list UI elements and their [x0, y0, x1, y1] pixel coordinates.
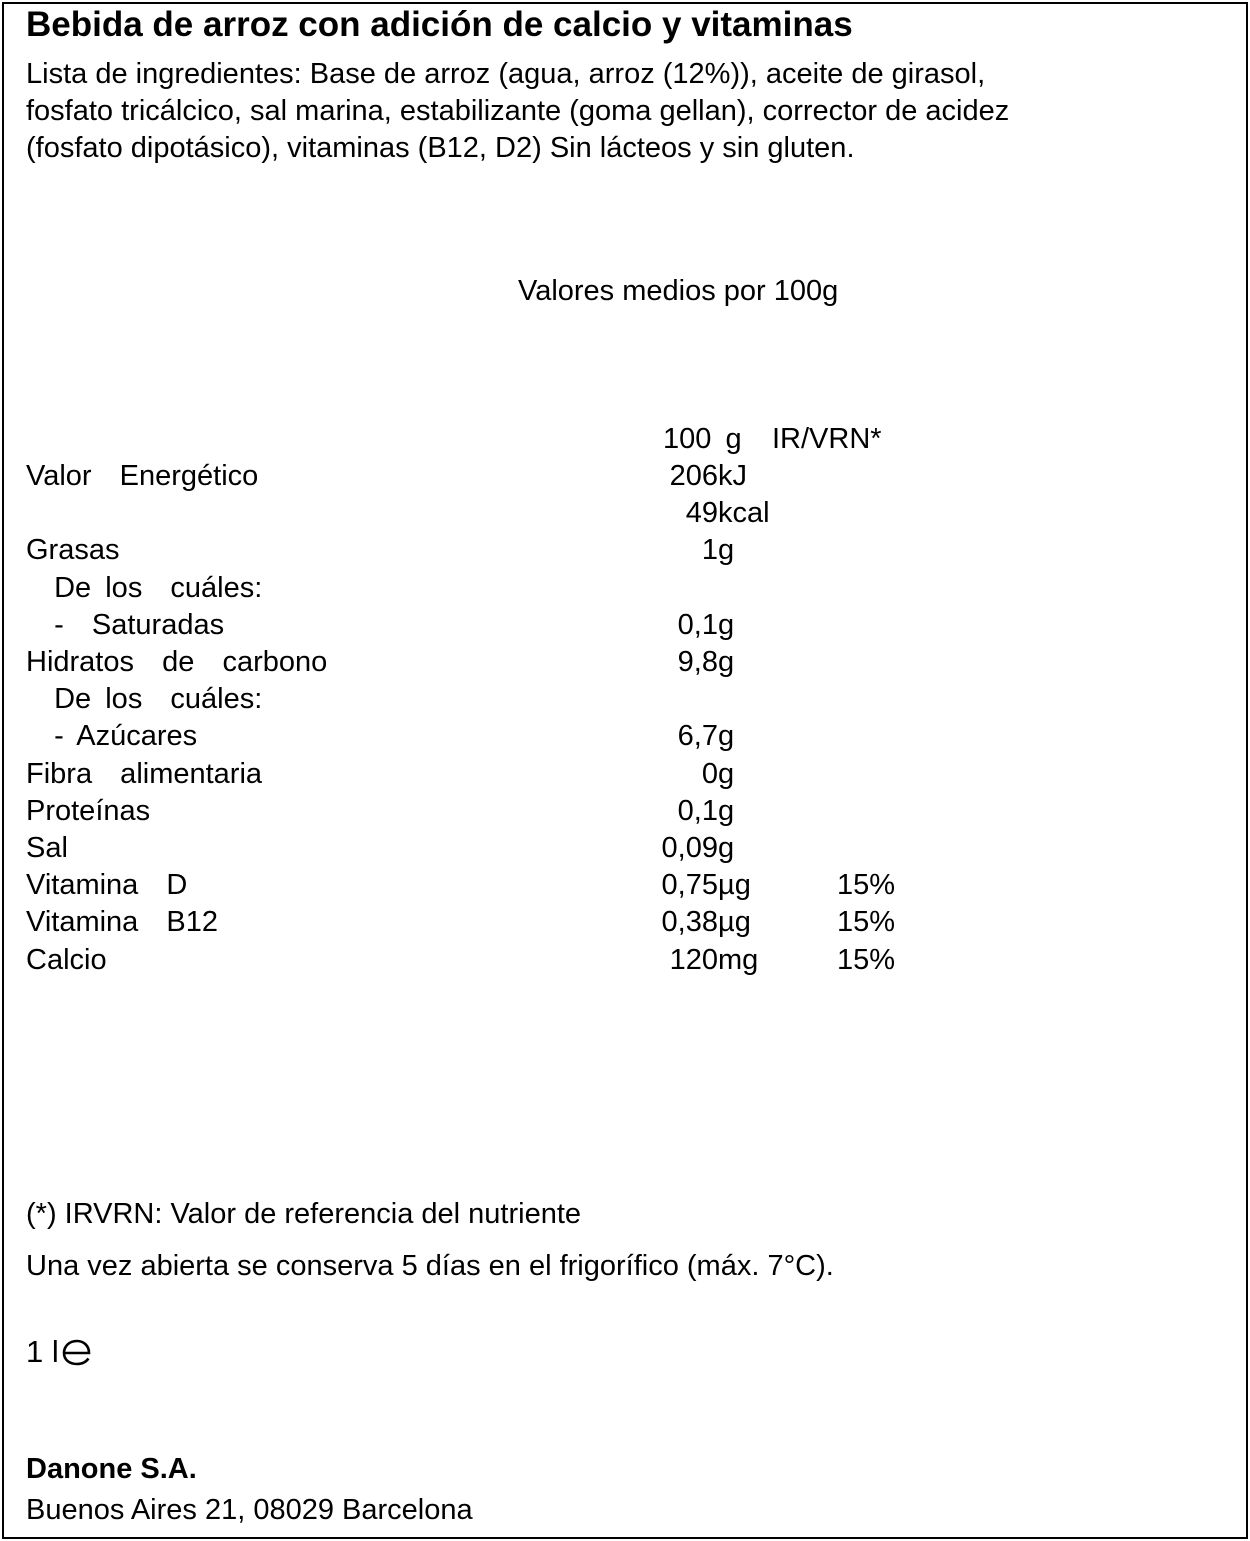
- nutrition-subtitle: Valores medios por 100g: [518, 275, 839, 307]
- nutrient-value: 0: [701, 758, 718, 790]
- nutrient-unit: g: [718, 534, 735, 566]
- nutrient-name: Hidratos de carbono: [26, 646, 328, 678]
- nutrient-name: Sal: [26, 832, 68, 864]
- nutrient-name: Vitamina D: [26, 869, 188, 901]
- nutrient-value: 120: [669, 944, 718, 976]
- footnote: (*) IRVRN: Valor de referencia del nutriente: [26, 1198, 582, 1230]
- nutrient-unit: kcal: [718, 497, 770, 529]
- nutrient-name: Fibra alimentaria: [26, 758, 263, 790]
- nutrient-unit: g: [718, 646, 735, 678]
- ingredients-line: fosfato tricálcico, sal marina, estabilizante (goma gellan), corrector de acidez: [26, 95, 1010, 127]
- storage-instructions: Una vez abierta se conserva 5 días en el frigorífico (máx. 7°C).: [26, 1250, 834, 1282]
- nutrient-unit: mg: [718, 944, 759, 976]
- nutrient-value: 1: [701, 534, 718, 566]
- nutrient-name: De los cuáles:: [26, 683, 263, 715]
- nutrient-ir-percent: 15%: [836, 906, 895, 938]
- nutrient-value: 0,1: [677, 795, 718, 827]
- column-header-ir-vrn: IR/VRN*: [772, 423, 882, 455]
- nutrient-name: - Saturadas: [26, 609, 225, 641]
- nutrient-unit: g: [718, 832, 735, 864]
- net-volume: [26, 1332, 93, 1372]
- company-name: Danone S.A.: [26, 1453, 197, 1485]
- nutrient-name: Valor Energético: [26, 460, 259, 492]
- nutrient-value: 9,8: [677, 646, 718, 678]
- column-header-100g: 100 g: [663, 423, 742, 455]
- nutrient-ir-percent: 15%: [836, 869, 895, 901]
- ingredients-line: (fosfato dipotásico), vitaminas (B12, D2) Sin lácteos y sin gluten.: [26, 132, 855, 164]
- nutrient-value: 0,75: [661, 869, 718, 901]
- estimated-e-mark-icon: [61, 1337, 93, 1367]
- volume-text: 1 l: [26, 1334, 59, 1369]
- nutrient-value: 6,7: [677, 720, 718, 752]
- nutrient-unit: g: [718, 720, 735, 752]
- nutrient-name: Grasas: [26, 534, 120, 566]
- nutrient-value: 0,1: [677, 609, 718, 641]
- nutrient-value: 0,38: [661, 906, 718, 938]
- product-title: Bebida de arroz con adición de calcio y vitaminas: [26, 5, 853, 44]
- nutrient-unit: µg: [718, 906, 751, 938]
- nutrient-unit: kJ: [718, 460, 747, 492]
- nutrient-name: Proteínas: [26, 795, 151, 827]
- nutrient-unit: g: [718, 795, 735, 827]
- nutrient-name: Calcio: [26, 944, 107, 976]
- ingredients-line: Lista de ingredientes: Base de arroz (agua, arroz (12%)), aceite de girasol,: [26, 58, 986, 90]
- nutrient-name: - Azúcares: [26, 720, 198, 752]
- nutrient-unit: g: [718, 609, 735, 641]
- nutrient-name: Vitamina B12: [26, 906, 219, 938]
- nutrient-name: De los cuáles:: [26, 572, 263, 604]
- company-address: Buenos Aires 21, 08029 Barcelona: [26, 1494, 473, 1526]
- nutrient-unit: µg: [718, 869, 751, 901]
- nutrient-unit: g: [718, 758, 735, 790]
- nutrient-value: 206: [669, 460, 718, 492]
- nutrient-value: 49: [685, 497, 718, 529]
- nutrient-ir-percent: 15%: [836, 944, 895, 976]
- nutrient-value: 0,09: [661, 832, 718, 864]
